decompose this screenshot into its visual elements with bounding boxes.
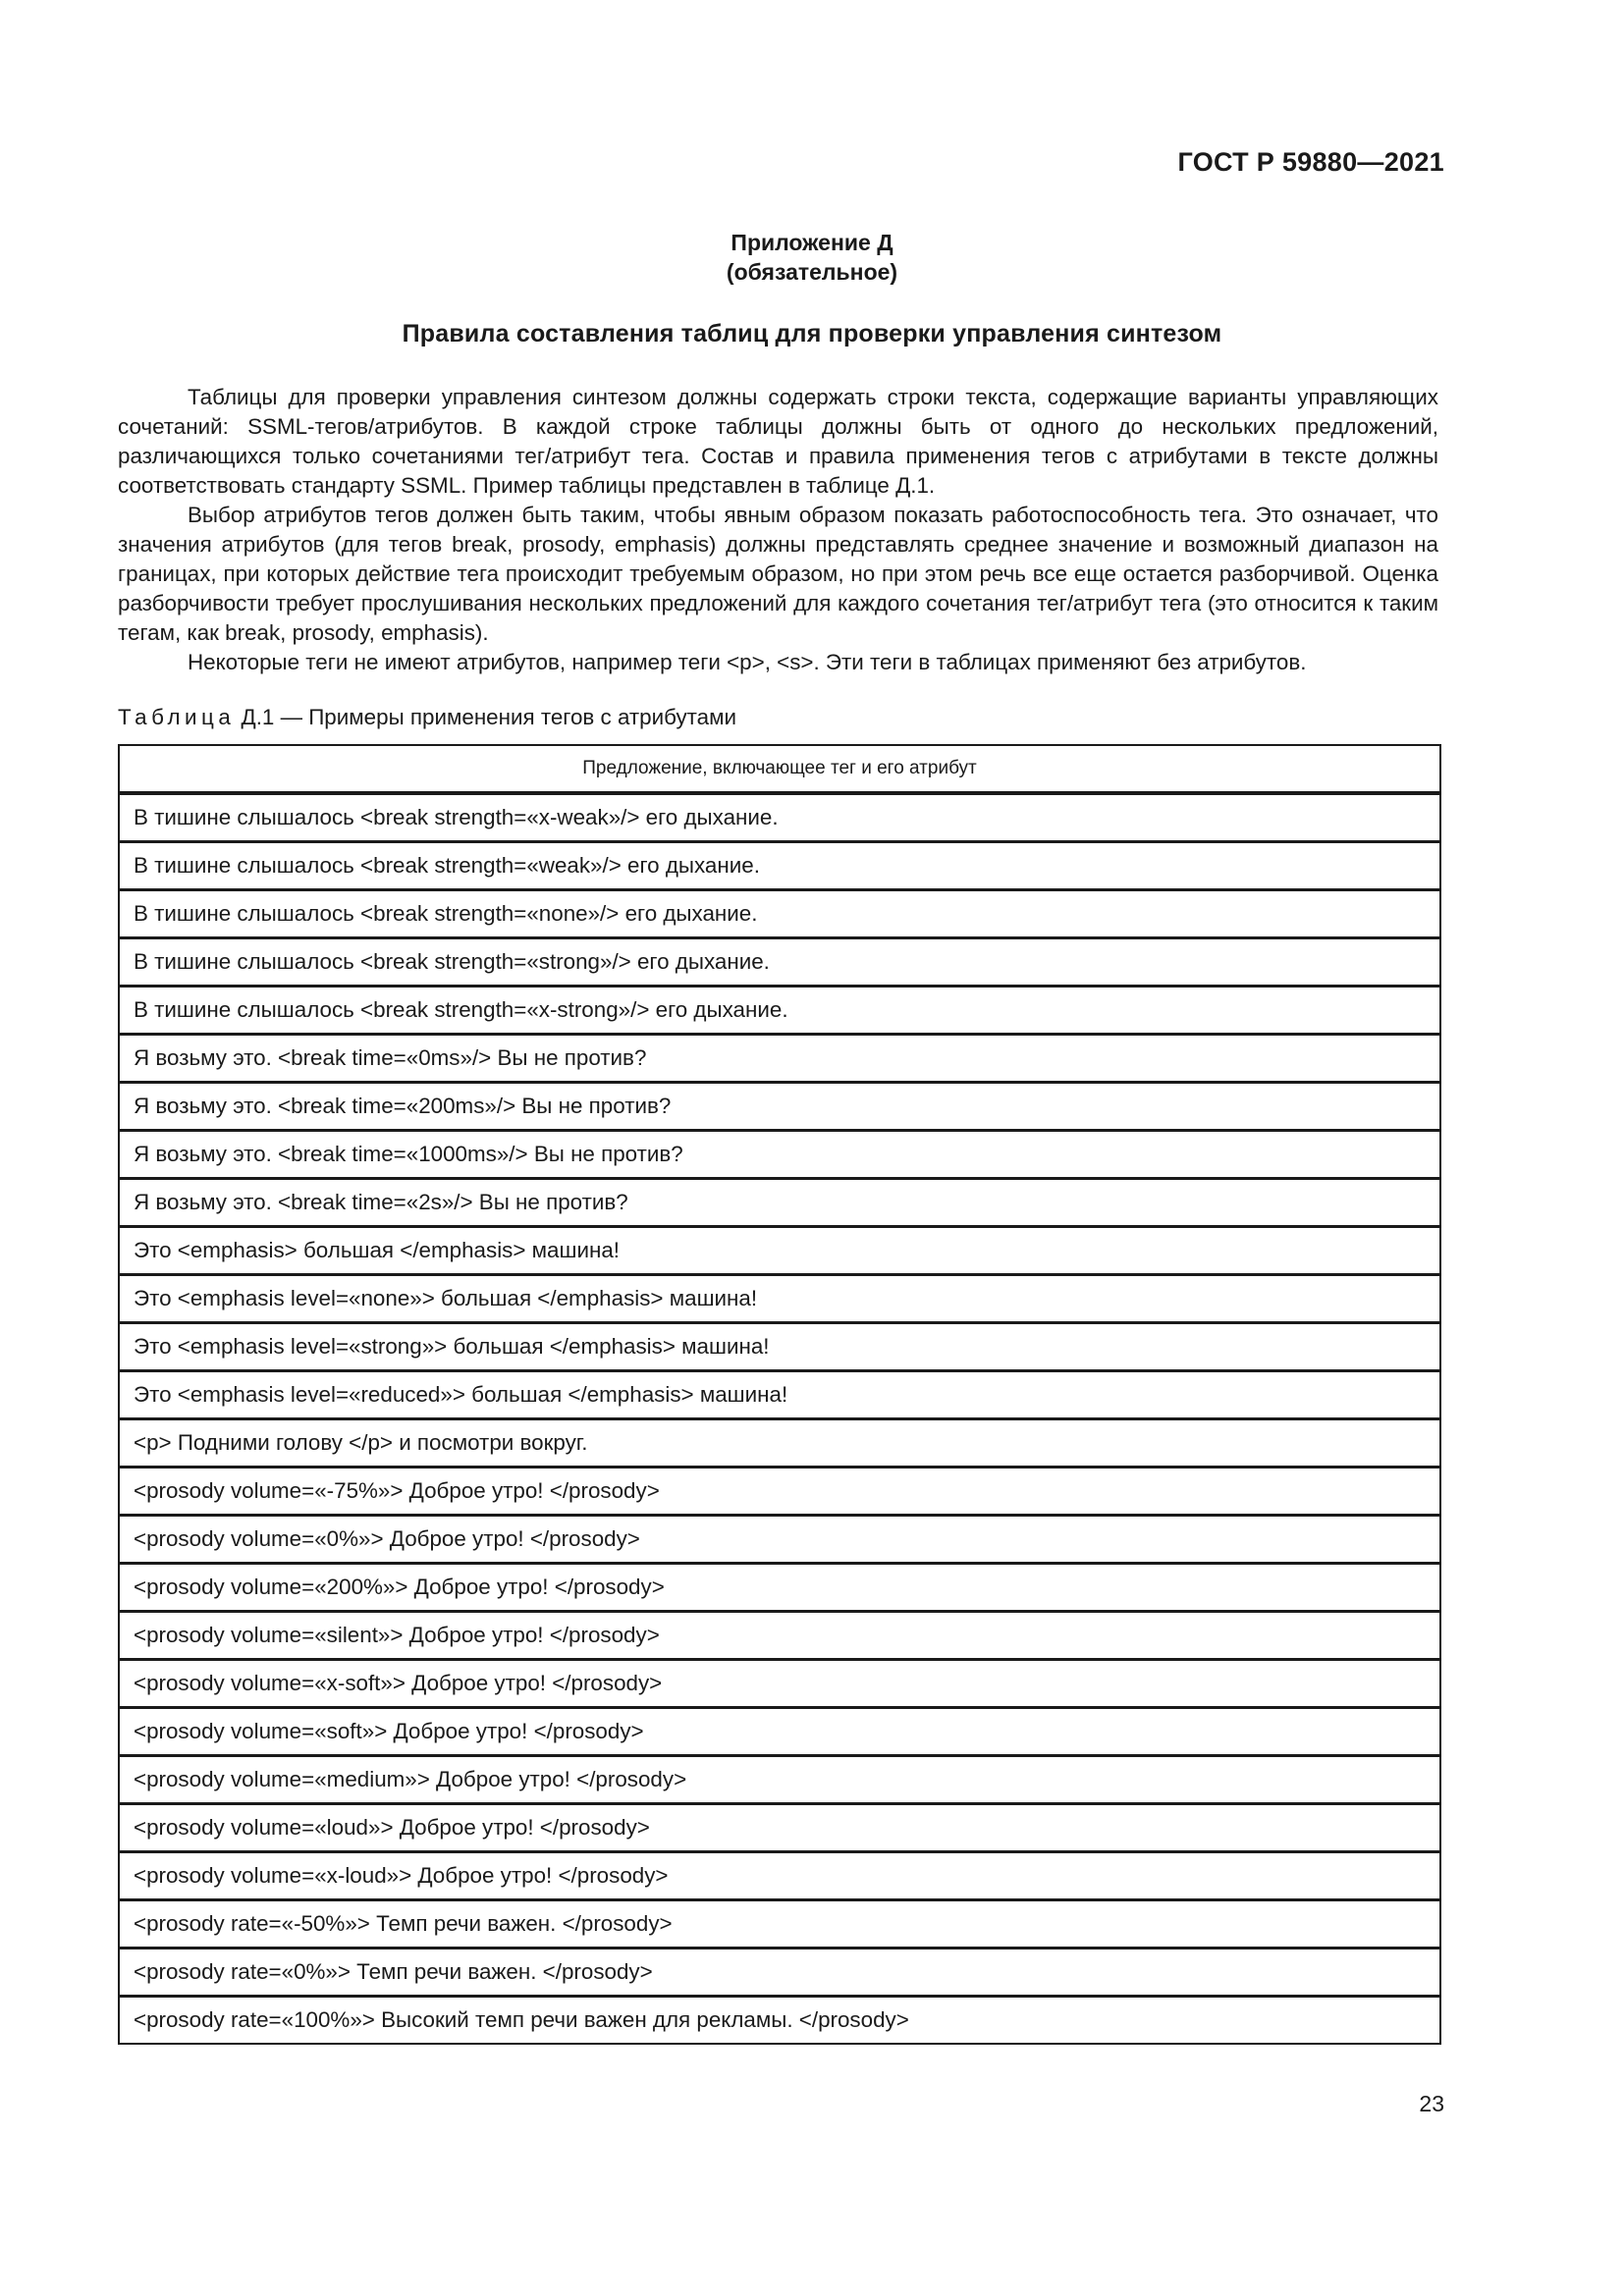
table-cell: <prosody volume=«soft»> Доброе утро! </prosody>	[119, 1708, 1440, 1756]
table-row	[119, 1371, 1440, 1419]
table-body	[119, 793, 1440, 2044]
paragraph: Некоторые теги не имеют атрибутов, например теги <p>, <s>. Эти теги в таблицах применяют без атрибутов.	[188, 650, 1307, 674]
table-row	[119, 1708, 1440, 1756]
table-row	[119, 1949, 1440, 1997]
table-row	[119, 1275, 1440, 1323]
table-row	[119, 1131, 1440, 1179]
table-row	[119, 842, 1440, 890]
table-row	[119, 987, 1440, 1035]
table-cell: Это <emphasis> большая </emphasis> машина!	[119, 1227, 1440, 1275]
table-caption	[118, 703, 736, 732]
table-caption-number: Д.1 —	[241, 705, 302, 729]
document-id: ГОСТ Р 59880—2021	[1177, 147, 1444, 177]
table-row	[119, 1756, 1440, 1804]
table-row	[119, 1804, 1440, 1852]
table-row	[119, 938, 1440, 987]
table-row	[119, 1852, 1440, 1900]
section-title: Правила составления таблиц для проверки управления синтезом	[402, 320, 1222, 347]
table-cell: В тишине слышалось <break strength=«x-strong»/> его дыхание.	[119, 987, 1440, 1035]
table-cell: <prosody volume=«x-soft»> Доброе утро! </prosody>	[119, 1660, 1440, 1708]
table-row	[119, 1612, 1440, 1660]
body-text	[118, 383, 1438, 677]
table-cell: <prosody volume=«silent»> Доброе утро! </prosody>	[119, 1612, 1440, 1660]
table-row	[119, 1323, 1440, 1371]
table-row	[119, 1516, 1440, 1564]
appendix-status: (обязательное)	[726, 259, 898, 285]
table-cell: <prosody volume=«200%»> Доброе утро! </prosody>	[119, 1564, 1440, 1612]
paragraph: Выбор атрибутов тегов должен быть таким, чтобы явным образом показать работоспособность тега. Это означает, что значения атрибутов (для тегов break, prosody, emphasis) должны представлять среднее значение и возможный диапазон на границах, при которых действие тега происходит требуемым образом, но при этом речь все еще остается разборчивой. Оценка разборчивости требует прослушивания нескольких предложений для каждого сочетания тег/атрибут тега (это относится к таким тегам, как break, prosody, emphasis).	[118, 503, 1438, 645]
table-cell: <prosody volume=«loud»> Доброе утро! </prosody>	[119, 1804, 1440, 1852]
table-row	[119, 1564, 1440, 1612]
table-cell: Это <emphasis level=«reduced»> большая </emphasis> машина!	[119, 1371, 1440, 1419]
table-row	[119, 1227, 1440, 1275]
table-row	[119, 890, 1440, 938]
table-cell: В тишине слышалось <break strength=«strong»/> его дыхание.	[119, 938, 1440, 987]
table-cell: Я возьму это. <break time=«0ms»/> Вы не против?	[119, 1035, 1440, 1083]
table-row	[119, 1419, 1440, 1468]
table-cell: <p> Подними голову </p> и посмотри вокруг.	[119, 1419, 1440, 1468]
appendix-heading	[0, 228, 1624, 287]
table-cell: Я возьму это. <break time=«2s»/> Вы не против?	[119, 1179, 1440, 1227]
table-cell: <prosody volume=«x-loud»> Доброе утро! </prosody>	[119, 1852, 1440, 1900]
page-number: 23	[1419, 2091, 1444, 2116]
table-cell: Это <emphasis level=«strong»> большая </emphasis> машина!	[119, 1323, 1440, 1371]
table-cell: Я возьму это. <break time=«1000ms»/> Вы не против?	[119, 1131, 1440, 1179]
table-header-row	[119, 745, 1440, 793]
examples-table	[118, 744, 1441, 2045]
table-cell: <prosody rate=«-50%»> Темп речи важен. </prosody>	[119, 1900, 1440, 1949]
examples-table-container	[118, 744, 1441, 2045]
table-caption-label: Таблица	[118, 705, 236, 729]
table-cell: Это <emphasis level=«none»> большая </emphasis> машина!	[119, 1275, 1440, 1323]
table-caption-text: Примеры применения тегов с атрибутами	[308, 705, 737, 729]
table-row	[119, 1468, 1440, 1516]
table-cell: В тишине слышалось <break strength=«none»/> его дыхание.	[119, 890, 1440, 938]
table-cell: <prosody rate=«100%»> Высокий темп речи важен для рекламы. </prosody>	[119, 1997, 1440, 2045]
table-row	[119, 1179, 1440, 1227]
table-cell: <prosody rate=«0%»> Темп речи важен. </prosody>	[119, 1949, 1440, 1997]
table-row	[119, 1900, 1440, 1949]
table-cell: <prosody volume=«medium»> Доброе утро! </prosody>	[119, 1756, 1440, 1804]
table-row	[119, 793, 1440, 842]
table-cell: <prosody volume=«-75%»> Доброе утро! </prosody>	[119, 1468, 1440, 1516]
table-row	[119, 1660, 1440, 1708]
table-cell: В тишине слышалось <break strength=«x-weak»/> его дыхание.	[119, 793, 1440, 842]
appendix-title: Приложение Д	[731, 230, 893, 255]
table-cell: Я возьму это. <break time=«200ms»/> Вы не против?	[119, 1083, 1440, 1131]
table-row	[119, 1997, 1440, 2045]
table-cell: <prosody volume=«0%»> Доброе утро! </prosody>	[119, 1516, 1440, 1564]
table-row	[119, 1035, 1440, 1083]
table-header-cell: Предложение, включающее тег и его атрибут	[119, 745, 1440, 793]
table-cell: В тишине слышалось <break strength=«weak»/> его дыхание.	[119, 842, 1440, 890]
paragraph: Таблицы для проверки управления синтезом должны содержать строки текста, содержащие варианты управляющих сочетаний: SSML-тегов/атрибутов. В каждой строке таблицы должны быть от одного до нескольких предложений, различающихся только сочетаниями тег/атрибут тега. Состав и правила применения тегов с атрибутами в тексте должны соответствовать стандарту SSML. Пример таблицы представлен в таблице Д.1.	[118, 385, 1438, 498]
table-row	[119, 1083, 1440, 1131]
